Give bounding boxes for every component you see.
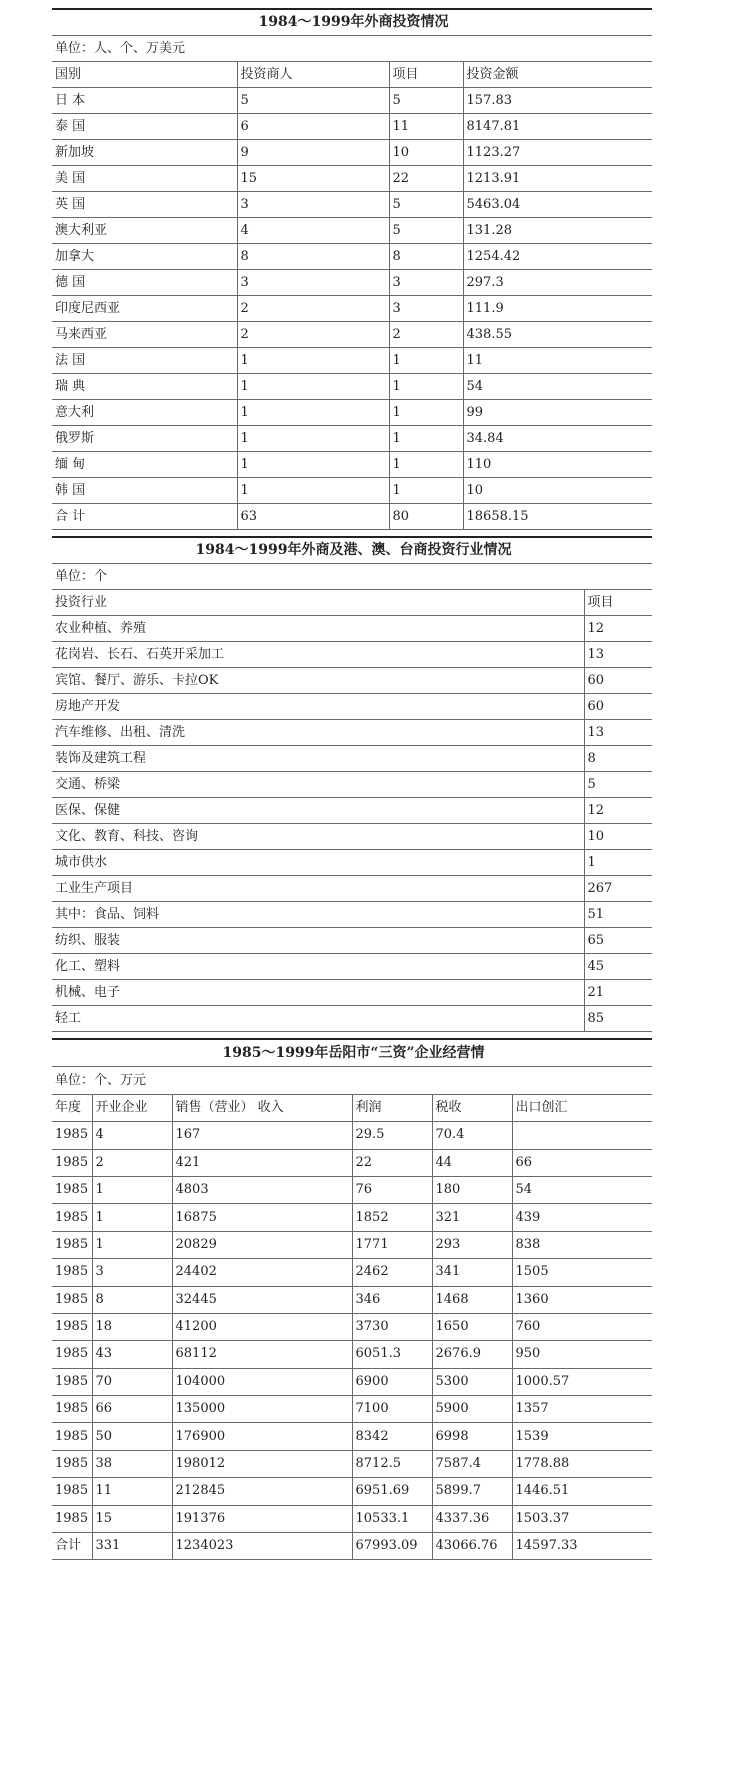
- table-row: [52, 746, 652, 772]
- column-header: 年度: [52, 1094, 92, 1121]
- table-cell: 341: [432, 1259, 512, 1286]
- table-cell: 43: [92, 1341, 172, 1368]
- table-cell: 宾馆、餐厅、游乐、卡拉OK: [52, 668, 584, 694]
- table-cell: 99: [463, 400, 652, 426]
- table-cell: 135000: [172, 1396, 352, 1423]
- table-cell: 54: [463, 374, 652, 400]
- table-cell: 70: [92, 1368, 172, 1395]
- table-cell: 1985: [52, 1505, 92, 1532]
- table-cell: 11: [389, 114, 463, 140]
- table-cell: 1985: [52, 1313, 92, 1340]
- table-row: [52, 452, 652, 478]
- table-cell: 950: [512, 1341, 652, 1368]
- table-cell: 1985: [52, 1176, 92, 1203]
- table-cell: 5300: [432, 1368, 512, 1395]
- table-cell: 20829: [172, 1231, 352, 1258]
- table-row: [52, 616, 652, 642]
- table-row: [52, 980, 652, 1006]
- table-cell: 德 国: [52, 270, 237, 296]
- table-cell: 1: [584, 850, 652, 876]
- table-cell: 11: [463, 348, 652, 374]
- table-cell: 157.83: [463, 88, 652, 114]
- table-row: [52, 1341, 652, 1368]
- table-cell: 1985: [52, 1149, 92, 1176]
- table-cell: 1985: [52, 1423, 92, 1450]
- table-cell: 24402: [172, 1259, 352, 1286]
- table-cell: 50: [92, 1423, 172, 1450]
- table-row: [52, 1368, 652, 1395]
- table-cell: 6: [237, 114, 389, 140]
- table-cell: 合 计: [52, 504, 237, 530]
- table-cell: 1: [237, 452, 389, 478]
- table-row: [52, 1450, 652, 1477]
- table-cell: 70.4: [432, 1122, 512, 1149]
- table-row: [52, 88, 652, 114]
- table-cell: [512, 1122, 652, 1149]
- table-row: [52, 772, 652, 798]
- table-cell: 工业生产项目: [52, 876, 584, 902]
- column-header: 国别: [52, 62, 237, 88]
- column-header: 项目: [389, 62, 463, 88]
- table-cell: 5: [389, 218, 463, 244]
- table-cell: 760: [512, 1313, 652, 1340]
- table-row: [52, 902, 652, 928]
- table-cell: 2462: [352, 1259, 432, 1286]
- table-cell: 111.9: [463, 296, 652, 322]
- table-cell: 1985: [52, 1204, 92, 1231]
- table-cell: 321: [432, 1204, 512, 1231]
- table-cell: 3: [389, 296, 463, 322]
- table-cell: 421: [172, 1149, 352, 1176]
- table-cell: 8147.81: [463, 114, 652, 140]
- table-cell: 85: [584, 1006, 652, 1032]
- table-title: 1984～1999年外商投资情况: [52, 9, 652, 36]
- table-cell: 1: [92, 1231, 172, 1258]
- table-cell: 1123.27: [463, 140, 652, 166]
- table-cell: 1: [389, 348, 463, 374]
- table-cell: 6998: [432, 1423, 512, 1450]
- table-cell: 45: [584, 954, 652, 980]
- table-cell: 5900: [432, 1396, 512, 1423]
- table-cell: 10: [584, 824, 652, 850]
- industry-investment-table: [52, 536, 652, 1032]
- column-header: 投资金额: [463, 62, 652, 88]
- table-row: [52, 1533, 652, 1560]
- table-cell: 1: [389, 426, 463, 452]
- table-cell: 60: [584, 694, 652, 720]
- header-row: [52, 590, 652, 616]
- table-cell: 1985: [52, 1122, 92, 1149]
- table-cell: 2: [237, 296, 389, 322]
- table-cell: 医保、保健: [52, 798, 584, 824]
- table-cell: 6051.3: [352, 1341, 432, 1368]
- table-cell: 66: [92, 1396, 172, 1423]
- table-cell: 10: [389, 140, 463, 166]
- table-cell: 合计: [52, 1533, 92, 1560]
- table-row: [52, 1259, 652, 1286]
- table-cell: 22: [389, 166, 463, 192]
- table-row: [52, 1149, 652, 1176]
- table-cell: 汽车维修、出租、清洗: [52, 720, 584, 746]
- table-row: [52, 296, 652, 322]
- table-cell: 1: [237, 426, 389, 452]
- table-row: [52, 348, 652, 374]
- column-header: 销售（营业） 收入: [172, 1094, 352, 1121]
- table-row: [52, 270, 652, 296]
- table-cell: 1985: [52, 1396, 92, 1423]
- table-cell: 1650: [432, 1313, 512, 1340]
- table-cell: 1505: [512, 1259, 652, 1286]
- table-row: [52, 954, 652, 980]
- table-cell: 2: [92, 1149, 172, 1176]
- table-cell: 1985: [52, 1450, 92, 1477]
- column-header: 投资行业: [52, 590, 584, 616]
- table-cell: 14597.33: [512, 1533, 652, 1560]
- table-cell: 18: [92, 1313, 172, 1340]
- table-cell: 293: [432, 1231, 512, 1258]
- table-cell: 63: [237, 504, 389, 530]
- table-cell: 5899.7: [432, 1478, 512, 1505]
- table-cell: 1503.37: [512, 1505, 652, 1532]
- column-header: 利润: [352, 1094, 432, 1121]
- table-cell: 8712.5: [352, 1450, 432, 1477]
- table-cell: 4: [237, 218, 389, 244]
- table-row: [52, 244, 652, 270]
- table-row: [52, 166, 652, 192]
- table-cell: 41200: [172, 1313, 352, 1340]
- table-cell: 1771: [352, 1231, 432, 1258]
- table-cell: 1985: [52, 1259, 92, 1286]
- table-row: [52, 1478, 652, 1505]
- table-cell: 13: [584, 720, 652, 746]
- header-row: [52, 62, 652, 88]
- table-cell: 2676.9: [432, 1341, 512, 1368]
- table-cell: 838: [512, 1231, 652, 1258]
- table-cell: 54: [512, 1176, 652, 1203]
- table-row: [52, 1006, 652, 1032]
- table-cell: 2: [237, 322, 389, 348]
- table-cell: 俄罗斯: [52, 426, 237, 452]
- table-cell: 8: [584, 746, 652, 772]
- table-cell: 4337.36: [432, 1505, 512, 1532]
- table-cell: 1985: [52, 1231, 92, 1258]
- table-cell: 15: [92, 1505, 172, 1532]
- table-row: [52, 322, 652, 348]
- table-row: [52, 798, 652, 824]
- table-cell: 5: [389, 192, 463, 218]
- table-cell: 花岗岩、长石、石英开采加工: [52, 642, 584, 668]
- table-cell: 3: [92, 1259, 172, 1286]
- table-title: 1985～1999年岳阳市“三资”企业经营情: [52, 1039, 652, 1067]
- document-sheet: [52, 8, 652, 1560]
- table-cell: 轻工: [52, 1006, 584, 1032]
- table-row: [52, 114, 652, 140]
- table-cell: 5: [584, 772, 652, 798]
- table-cell: 1254.42: [463, 244, 652, 270]
- unit-note: 单位：个、万元: [52, 1067, 652, 1094]
- table-cell: 3: [237, 192, 389, 218]
- table-cell: 印度尼西亚: [52, 296, 237, 322]
- table-cell: 机械、电子: [52, 980, 584, 1006]
- table-row: [52, 850, 652, 876]
- table-cell: 68112: [172, 1341, 352, 1368]
- table-cell: 1357: [512, 1396, 652, 1423]
- table-cell: 297.3: [463, 270, 652, 296]
- table-cell: 文化、教育、科技、咨询: [52, 824, 584, 850]
- table-cell: 日 本: [52, 88, 237, 114]
- column-header: 开业企业: [92, 1094, 172, 1121]
- table-cell: 131.28: [463, 218, 652, 244]
- table-cell: 意大利: [52, 400, 237, 426]
- table-cell: 1: [389, 400, 463, 426]
- table-cell: 29.5: [352, 1122, 432, 1149]
- table-cell: 1213.91: [463, 166, 652, 192]
- table-row: [52, 1286, 652, 1313]
- table-cell: 12: [584, 798, 652, 824]
- table-cell: 191376: [172, 1505, 352, 1532]
- table-cell: 1: [389, 478, 463, 504]
- table-cell: 5: [389, 88, 463, 114]
- table-cell: 10: [463, 478, 652, 504]
- table-cell: 331: [92, 1533, 172, 1560]
- table-cell: 泰 国: [52, 114, 237, 140]
- table-cell: 43066.76: [432, 1533, 512, 1560]
- table-cell: 农业种植、养殖: [52, 616, 584, 642]
- table-cell: 韩 国: [52, 478, 237, 504]
- table-cell: 8342: [352, 1423, 432, 1450]
- table-row: [52, 504, 652, 530]
- table-cell: 1: [92, 1204, 172, 1231]
- table-cell: 新加坡: [52, 140, 237, 166]
- table-cell: 马来西亚: [52, 322, 237, 348]
- table-cell: 44: [432, 1149, 512, 1176]
- table-row: [52, 192, 652, 218]
- table-cell: 1: [389, 374, 463, 400]
- table-cell: 439: [512, 1204, 652, 1231]
- table-cell: 1446.51: [512, 1478, 652, 1505]
- column-header: 项目: [584, 590, 652, 616]
- table-cell: 瑞 典: [52, 374, 237, 400]
- table-cell: 3: [237, 270, 389, 296]
- table-cell: 5463.04: [463, 192, 652, 218]
- table-row: [52, 1505, 652, 1532]
- table-cell: 1360: [512, 1286, 652, 1313]
- table-cell: 4: [92, 1122, 172, 1149]
- table-row: [52, 218, 652, 244]
- table-cell: 1: [237, 374, 389, 400]
- enterprise-operation-table: [52, 1038, 652, 1560]
- table-cell: 美 国: [52, 166, 237, 192]
- table-cell: 交通、桥梁: [52, 772, 584, 798]
- table-cell: 8: [237, 244, 389, 270]
- table-cell: 8: [92, 1286, 172, 1313]
- table-cell: 1: [237, 478, 389, 504]
- table-cell: 110: [463, 452, 652, 478]
- table-cell: 5: [237, 88, 389, 114]
- table-cell: 60: [584, 668, 652, 694]
- table-cell: 9: [237, 140, 389, 166]
- table-row: [52, 694, 652, 720]
- table-cell: 212845: [172, 1478, 352, 1505]
- unit-note: 单位：个: [52, 564, 652, 590]
- table-cell: 加拿大: [52, 244, 237, 270]
- column-header: 投资商人: [237, 62, 389, 88]
- table-cell: 15: [237, 166, 389, 192]
- table-cell: 1985: [52, 1478, 92, 1505]
- table-row: [52, 374, 652, 400]
- table-cell: 7100: [352, 1396, 432, 1423]
- table-cell: 12: [584, 616, 652, 642]
- table-cell: 缅 甸: [52, 452, 237, 478]
- table-row: [52, 1231, 652, 1258]
- table-cell: 76: [352, 1176, 432, 1203]
- table-row: [52, 400, 652, 426]
- header-row: [52, 1094, 652, 1121]
- table-cell: 11: [92, 1478, 172, 1505]
- table-row: [52, 1313, 652, 1340]
- table-cell: 21: [584, 980, 652, 1006]
- table-cell: 8: [389, 244, 463, 270]
- table-cell: 18658.15: [463, 504, 652, 530]
- table-cell: 6951.69: [352, 1478, 432, 1505]
- table-cell: 80: [389, 504, 463, 530]
- table-cell: 1: [237, 400, 389, 426]
- table-row: [52, 1423, 652, 1450]
- table-row: [52, 668, 652, 694]
- table-cell: 167: [172, 1122, 352, 1149]
- table-cell: 1: [92, 1176, 172, 1203]
- column-header: 出口创汇: [512, 1094, 652, 1121]
- table-cell: 438.55: [463, 322, 652, 348]
- table-cell: 1234023: [172, 1533, 352, 1560]
- table-row: [52, 928, 652, 954]
- table-row: [52, 478, 652, 504]
- table-cell: 7587.4: [432, 1450, 512, 1477]
- table-row: [52, 426, 652, 452]
- table-row: [52, 642, 652, 668]
- table-row: [52, 1396, 652, 1423]
- table-cell: 176900: [172, 1423, 352, 1450]
- table-cell: 38: [92, 1450, 172, 1477]
- table-cell: 13: [584, 642, 652, 668]
- table-cell: 装饰及建筑工程: [52, 746, 584, 772]
- table-cell: 3730: [352, 1313, 432, 1340]
- table-cell: 198012: [172, 1450, 352, 1477]
- table-cell: 城市供水: [52, 850, 584, 876]
- table-row: [52, 1176, 652, 1203]
- table-row: [52, 720, 652, 746]
- table-cell: 10533.1: [352, 1505, 432, 1532]
- table-cell: 1852: [352, 1204, 432, 1231]
- table-cell: 34.84: [463, 426, 652, 452]
- table-cell: 1778.88: [512, 1450, 652, 1477]
- table-cell: 1985: [52, 1341, 92, 1368]
- table-cell: 1539: [512, 1423, 652, 1450]
- table-cell: 104000: [172, 1368, 352, 1395]
- unit-note: 单位：人、个、万美元: [52, 36, 652, 62]
- table-cell: 其中：食品、饲料: [52, 902, 584, 928]
- table-cell: 267: [584, 876, 652, 902]
- table-row: [52, 876, 652, 902]
- table-cell: 英 国: [52, 192, 237, 218]
- column-header: 税收: [432, 1094, 512, 1121]
- table-cell: 1: [237, 348, 389, 374]
- table-cell: 346: [352, 1286, 432, 1313]
- table-title: 1984～1999年外商及港、澳、台商投资行业情况: [52, 537, 652, 564]
- table-cell: 66: [512, 1149, 652, 1176]
- table-cell: 51: [584, 902, 652, 928]
- table-cell: 180: [432, 1176, 512, 1203]
- table-cell: 1000.57: [512, 1368, 652, 1395]
- table-cell: 法 国: [52, 348, 237, 374]
- foreign-investment-table: [52, 8, 652, 530]
- table-cell: 67993.09: [352, 1533, 432, 1560]
- table-cell: 1: [389, 452, 463, 478]
- table-cell: 纺织、服装: [52, 928, 584, 954]
- table-cell: 4803: [172, 1176, 352, 1203]
- table-row: [52, 140, 652, 166]
- table-cell: 6900: [352, 1368, 432, 1395]
- table-cell: 化工、塑料: [52, 954, 584, 980]
- table-cell: 22: [352, 1149, 432, 1176]
- table-cell: 澳大利亚: [52, 218, 237, 244]
- table-cell: 1985: [52, 1368, 92, 1395]
- table-cell: 1468: [432, 1286, 512, 1313]
- table-cell: 32445: [172, 1286, 352, 1313]
- table-cell: 房地产开发: [52, 694, 584, 720]
- table-cell: 3: [389, 270, 463, 296]
- table-cell: 16875: [172, 1204, 352, 1231]
- table-row: [52, 824, 652, 850]
- table-cell: 65: [584, 928, 652, 954]
- table-cell: 2: [389, 322, 463, 348]
- table-cell: 1985: [52, 1286, 92, 1313]
- table-row: [52, 1204, 652, 1231]
- table-row: [52, 1122, 652, 1149]
